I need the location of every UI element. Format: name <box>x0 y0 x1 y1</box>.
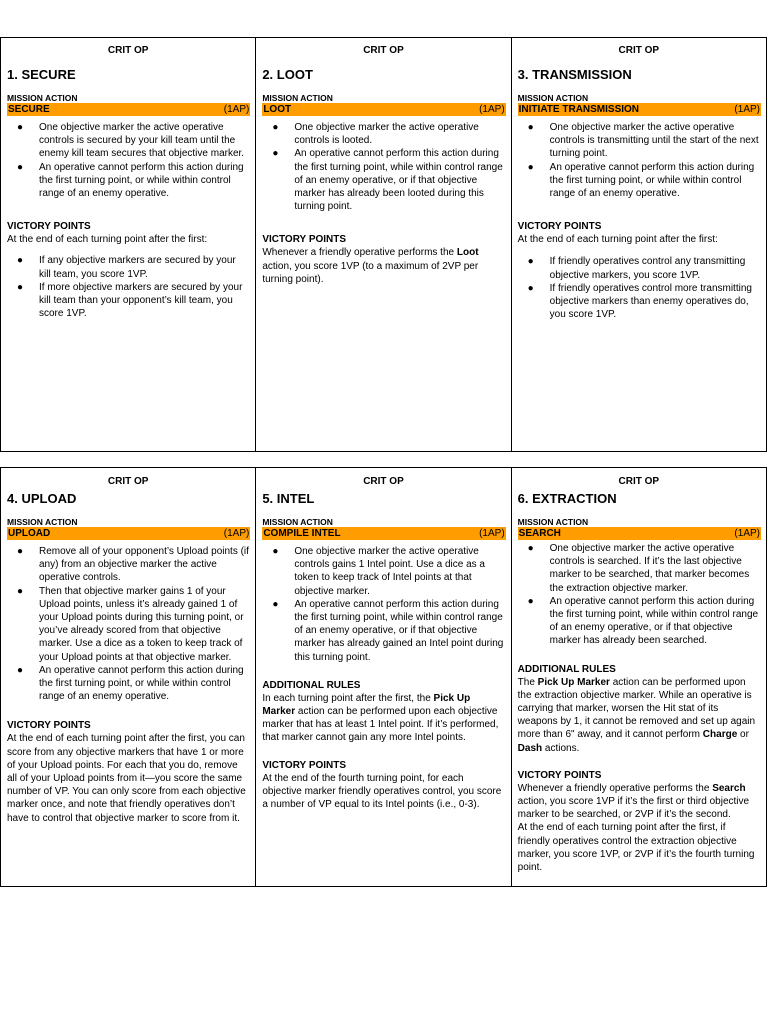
victory-points-heading: VICTORY POINTS <box>262 759 347 771</box>
vp-text: At the end of each turning point after the first, you can score from any objective markers that have 1 or more of your Upload points. For each that you do, remove all of your Upload points from it—you score the same number of VP. You can only score from each objective marker once, and note that friendly operatives don’t have to control that objective marker to score from it. <box>7 733 246 824</box>
bullet-icon: ● <box>527 122 534 133</box>
vp-text: At the end of the fourth turning point, for each objective marker friendly operatives control, you score a number of VP equal to its Intel points (i.e., 0-3). <box>262 772 502 811</box>
victory-points-heading: VICTORY POINTS <box>517 221 602 233</box>
action-bar <box>518 103 761 116</box>
card-title: 3. TRANSMISSION <box>517 67 632 82</box>
crit-op-header: CRIT OP <box>107 476 149 487</box>
rule-item: ● An operative cannot perform this action during the first turning point, while within control range of an enemy operative, or if that objective marker has already been looted during this turning point. <box>272 148 503 213</box>
vp-rules <box>7 254 249 320</box>
bullet-icon: ● <box>527 543 534 554</box>
crit-op-header: CRIT OP <box>107 45 149 56</box>
mission-action-label: MISSION ACTION <box>517 93 589 103</box>
rule-item: ● An operative cannot perform this action during the first turning point, or while within control range of an enemy operative. <box>17 664 244 703</box>
action-rules <box>7 121 249 200</box>
bullet-icon: ● <box>272 122 279 133</box>
bullet-icon: ● <box>17 281 24 293</box>
card-title: 4. UPLOAD <box>7 491 77 506</box>
cards-row-2 <box>0 467 767 887</box>
vp-intro: At the end of each turning point after the first: <box>517 234 718 246</box>
additional-rules-text: In each turning point after the first, the Pick Up Marker action can be performed upon each objective marker that has at least 1 Intel point. If it’s performed, that marker cannot gain any more Intel points. <box>262 692 499 744</box>
action-cost: (1AP) <box>734 104 760 115</box>
victory-points-heading: VICTORY POINTS <box>7 221 91 233</box>
bullet-icon: ● <box>527 595 534 607</box>
bullet-icon: ● <box>527 256 534 268</box>
card-transmission <box>511 38 766 451</box>
card-title: 6. EXTRACTION <box>517 491 617 506</box>
rule-item: ● Remove all of your opponent’s Upload points (if any) from an objective marker the active operative controls. <box>17 546 249 584</box>
rule-item: ● One objective marker the active operative controls is transmitting until the start of the next turning point. <box>527 122 759 160</box>
mission-action-label: MISSION ACTION <box>7 93 78 103</box>
action-name: LOOT <box>263 104 292 115</box>
vp-item: ● If friendly operatives control more transmitting objective markers than enemy operatives do, you score 1VP. <box>527 282 752 321</box>
action-cost: (1AP) <box>479 104 505 115</box>
mission-action-label: MISSION ACTION <box>517 517 589 527</box>
victory-points-heading: VICTORY POINTS <box>517 769 602 781</box>
card-intel <box>255 468 510 886</box>
crit-op-header: CRIT OP <box>618 476 660 487</box>
vp-text: Whenever a friendly operative performs the Loot action, you score 1VP (to a maximum of 2VP per turning point). <box>262 247 479 285</box>
action-rules <box>7 545 249 703</box>
bullet-icon: ● <box>272 598 279 610</box>
card-upload <box>1 468 255 886</box>
card-secure <box>1 38 255 451</box>
rule-item: ● One objective marker the active operative controls gains 1 Intel point. Use a dice as a token to keep track of Intel points at that objective marker. <box>272 546 485 597</box>
action-bar <box>7 527 250 540</box>
bullet-icon: ● <box>17 161 24 173</box>
action-bar <box>518 527 761 540</box>
bullet-icon: ● <box>17 255 24 267</box>
card-title: 5. INTEL <box>262 491 315 506</box>
action-cost: (1AP) <box>223 528 250 539</box>
action-name: SECURE <box>8 104 50 115</box>
crit-op-header: CRIT OP <box>363 476 404 487</box>
cards-row-1 <box>0 37 767 452</box>
action-bar <box>7 103 250 116</box>
bullet-icon: ● <box>17 122 24 133</box>
mission-action-label: MISSION ACTION <box>7 517 78 527</box>
bullet-icon: ● <box>527 161 534 173</box>
bullet-icon: ● <box>17 546 24 557</box>
rule-item: ● An operative cannot perform this action during the first turning point, while within control range of an enemy operative, or if that objective marker has already been searched. <box>527 595 759 647</box>
action-name: INITIATE TRANSMISSION <box>518 104 640 115</box>
action-rules <box>518 542 760 648</box>
vp-item: ● If any objective markers are secured by your kill team, you score 1VP. <box>17 255 236 280</box>
action-rules <box>262 545 504 664</box>
bullet-icon: ● <box>272 148 279 160</box>
rule-item: ● An operative cannot perform this action during the first turning point, while within control range of an enemy operative, or if that objective marker has already gained an Intel point during this turning point. <box>272 598 504 663</box>
card-title: 1. SECURE <box>7 67 76 82</box>
bullet-icon: ● <box>17 664 24 676</box>
mission-action-label: MISSION ACTION <box>262 517 333 527</box>
vp-item: ● If more objective markers are secured by your kill team than your opponent’s kill team, you score 1VP. <box>17 281 243 320</box>
additional-rules-heading: ADDITIONAL RULES <box>517 663 616 675</box>
rule-item: ● An operative cannot perform this action during the first turning point, or while within control range of an enemy operative. <box>527 161 755 200</box>
bullet-icon: ● <box>527 282 534 294</box>
action-rules <box>518 121 760 200</box>
card-title: 2. LOOT <box>262 67 313 82</box>
mission-action-label: MISSION ACTION <box>262 93 333 103</box>
card-loot <box>255 38 510 451</box>
vp-rules <box>518 255 760 321</box>
vp-item: ● If friendly operatives control any transmitting objective markers, you score 1VP. <box>527 256 746 281</box>
rule-item: ● One objective marker the active operative controls is searched. If it’s the last objective marker to be searched, that marker becomes the extraction objective marker. <box>527 543 750 594</box>
vp-text-2: At the end of each turning point after the first, if friendly operatives control the extraction objective marker, you score 1VP, or 2VP if it’s the fourth turning point. <box>517 822 755 874</box>
rule-item: ● Then that objective marker gains 1 of your Upload points, unless it’s already gained 1 of your Upload points during this turning point, or you’ve already scored from that objective marker. Use a dice as a token to keep track of your Upload points at that objective marker. <box>17 585 244 663</box>
crit-op-header: CRIT OP <box>363 45 404 56</box>
rule-item: ● An operative cannot perform this action during the first turning point, or while within control range of an enemy operative. <box>17 161 244 200</box>
additional-rules-text: The Pick Up Marker action can be performed upon the extraction objective marker. While an operative is carrying that marker, worsen the Hit stat of its weapons by 1, it cannot be removed and set up again more than 6" away, and it cannot perform Charge or Dash actions. <box>517 676 756 754</box>
additional-rules-heading: ADDITIONAL RULES <box>262 679 361 691</box>
victory-points-heading: VICTORY POINTS <box>262 234 347 246</box>
crit-op-header: CRIT OP <box>618 45 660 56</box>
action-name: SEARCH <box>518 528 561 539</box>
action-bar <box>262 103 505 116</box>
bullet-icon: ● <box>272 546 279 557</box>
action-bar <box>262 527 505 540</box>
action-cost: (1AP) <box>223 104 250 115</box>
rule-item: ● One objective marker the active operative controls is looted. <box>272 122 479 147</box>
card-extraction <box>511 468 766 886</box>
action-cost: (1AP) <box>734 528 760 539</box>
action-cost: (1AP) <box>479 528 505 539</box>
rule-item: ● One objective marker the active operative controls is secured by your kill team until the enemy kill team secures that objective marker. <box>17 122 245 160</box>
vp-text: Whenever a friendly operative performs the Search action, you score 1VP if it’s the first or third objective marker to be searched, or 2VP if it’s the second. <box>517 782 750 821</box>
action-rules <box>262 121 504 213</box>
bullet-icon: ● <box>17 585 24 597</box>
action-name: COMPILE INTEL <box>263 528 341 539</box>
victory-points-heading: VICTORY POINTS <box>7 720 91 732</box>
action-name: UPLOAD <box>8 528 51 539</box>
vp-intro: At the end of each turning point after the first: <box>7 234 208 246</box>
